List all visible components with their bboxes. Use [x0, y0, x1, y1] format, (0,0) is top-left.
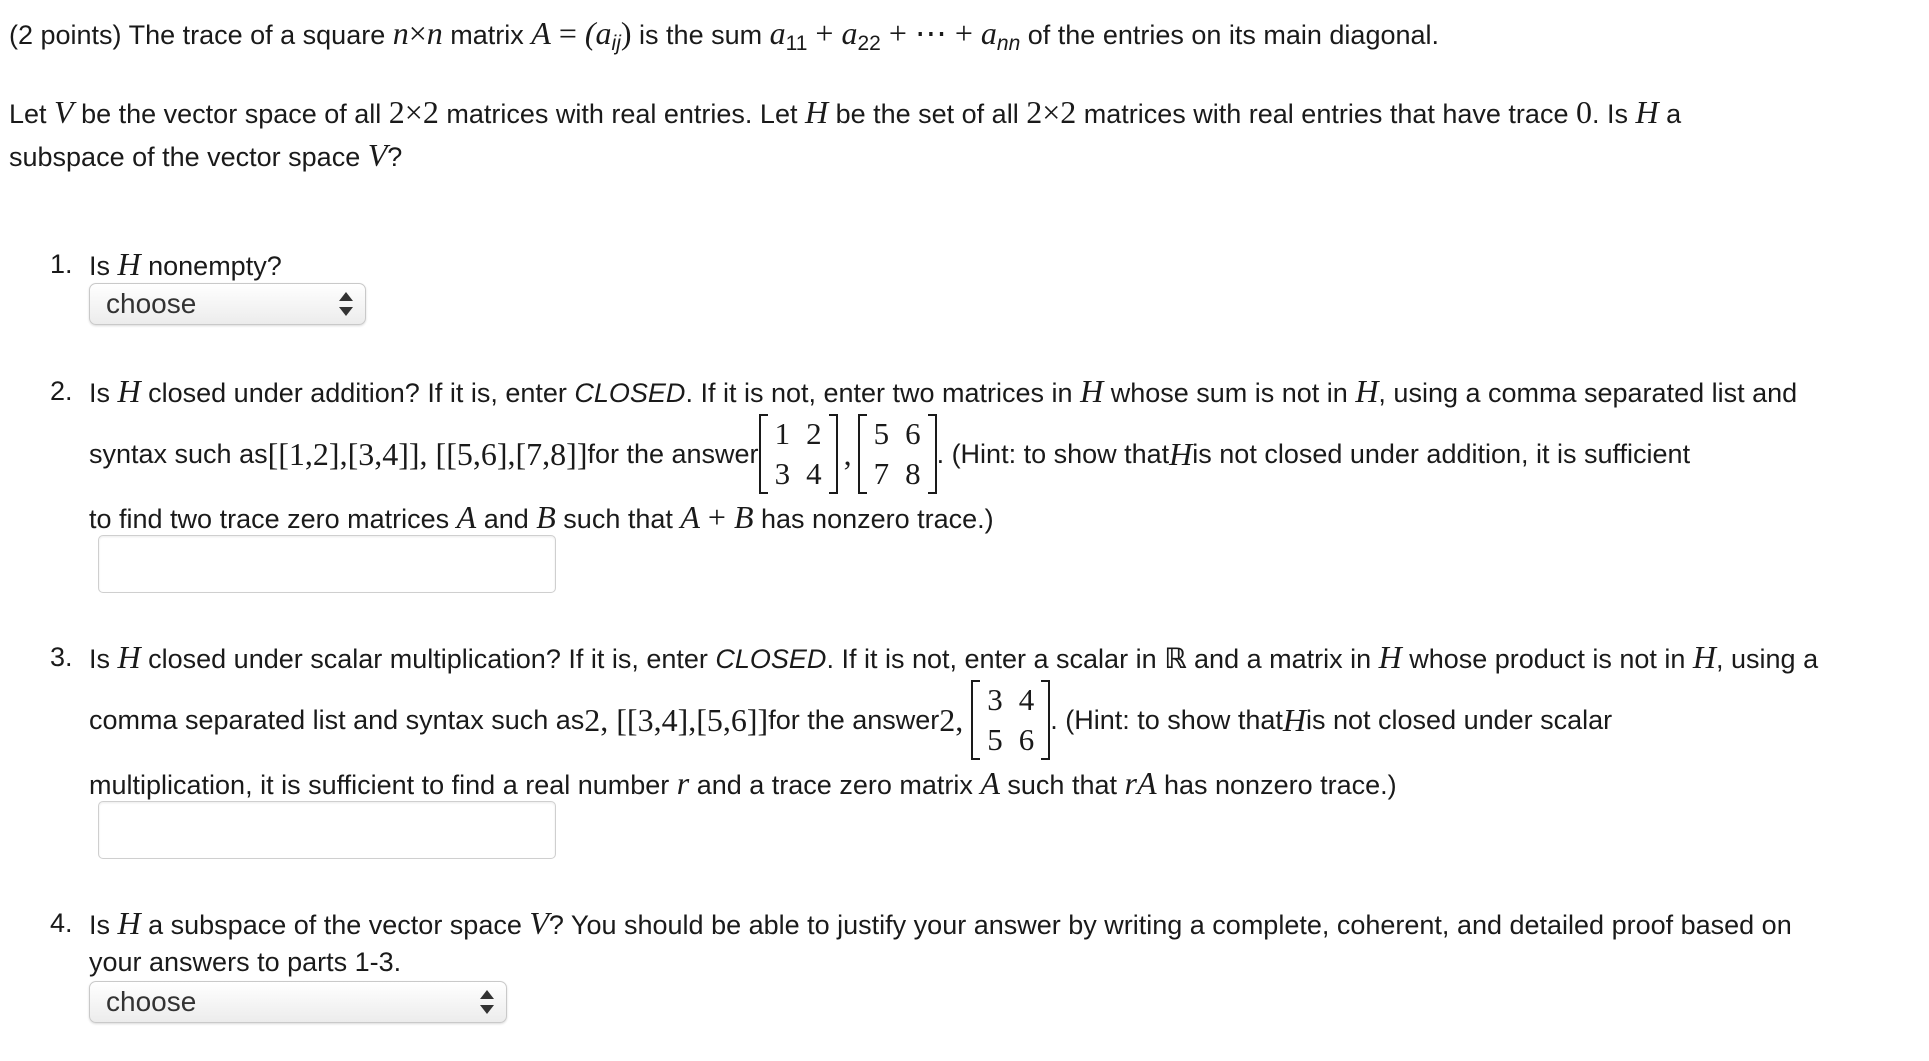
- q2-line2: syntax such as [[1,2],[3,4]], [[5,6],[7,8]] for the answer 1 2 3 4 , 5 6 7 8 . (Hint: to show that H is not closed under addition, it is sufficient: [89, 409, 1690, 499]
- q2-line3: to find two trace zero matrices A and B such that A + B has nonzero trace.): [89, 499, 994, 535]
- q1-text: Is H nonempty?: [89, 246, 282, 282]
- select-arrows-icon: [480, 990, 494, 1014]
- q3-line3: multiplication, it is sufficient to find a real number r and a trace zero matrix A such that rA has nonzero trace.): [89, 765, 1397, 801]
- problem-statement-line1: Let V be the vector space of all 2×2 matrices with real entries. Let H be the set of all 2×2 matrices with real entries that have trace 0. Is H a: [9, 94, 1682, 130]
- intro-line: (2 points) The trace of a square n×n matrix $A = (a_{ij})$ is the sum $a_{11} + a_{22}$ + ⋯ + $a_{nn}$ of the entries on its main diagonal.: [9, 15, 1440, 55]
- q2-number: 2.: [50, 376, 73, 406]
- q1-answer-select[interactable]: [89, 283, 366, 325]
- q2-syntax-example: [[1,2],[3,4]], [[5,6],[7,8]]: [267, 435, 588, 472]
- problem-statement-line2: subspace of the vector space V?: [9, 137, 403, 173]
- q4-line2: your answers to parts 1-3.: [89, 947, 402, 977]
- points-label: (2 points): [9, 20, 122, 50]
- q3-line2: comma separated list and syntax such as 2, [[3,4],[5,6]] for the answer 2, 3 4 5 6 . (Hint: to show that H is not closed under scalar: [89, 675, 1612, 765]
- q3-number: 3.: [50, 642, 73, 672]
- q2-line1: Is H closed under addition? If it is, enter CLOSED. If it is not, enter two matrices in H whose sum is not in H, using a comma separated list and: [89, 373, 1798, 409]
- q4-number: 4.: [50, 908, 73, 938]
- q4-select-value: choose: [106, 986, 197, 1017]
- select-arrows-icon: [339, 292, 353, 316]
- q3-example-matrix: 3 4 5 6: [971, 680, 1050, 760]
- q1-select-value: choose: [106, 288, 197, 319]
- q4-line1: Is H a subspace of the vector space V? You should be able to justify your answer by writing a complete, coherent, and detailed proof based on: [89, 905, 1792, 941]
- q3-syntax-example: 2, [[3,4],[5,6]]: [584, 701, 769, 738]
- q3-answer-input[interactable]: [98, 801, 556, 859]
- q1-number: 1.: [50, 249, 73, 279]
- q3-line1: Is H closed under scalar multiplication? If it is, enter CLOSED. If it is not, enter a scalar in ℝ and a matrix in H whose product is not in H, using a: [89, 639, 1819, 675]
- q2-answer-input[interactable]: [98, 535, 556, 593]
- q2-example-matrix-1: 1 2 3 4: [759, 414, 838, 494]
- real-numbers-symbol: ℝ: [1164, 642, 1187, 675]
- q2-example-matrix-2: 5 6 7 8: [858, 414, 937, 494]
- q4-answer-select[interactable]: [89, 981, 507, 1023]
